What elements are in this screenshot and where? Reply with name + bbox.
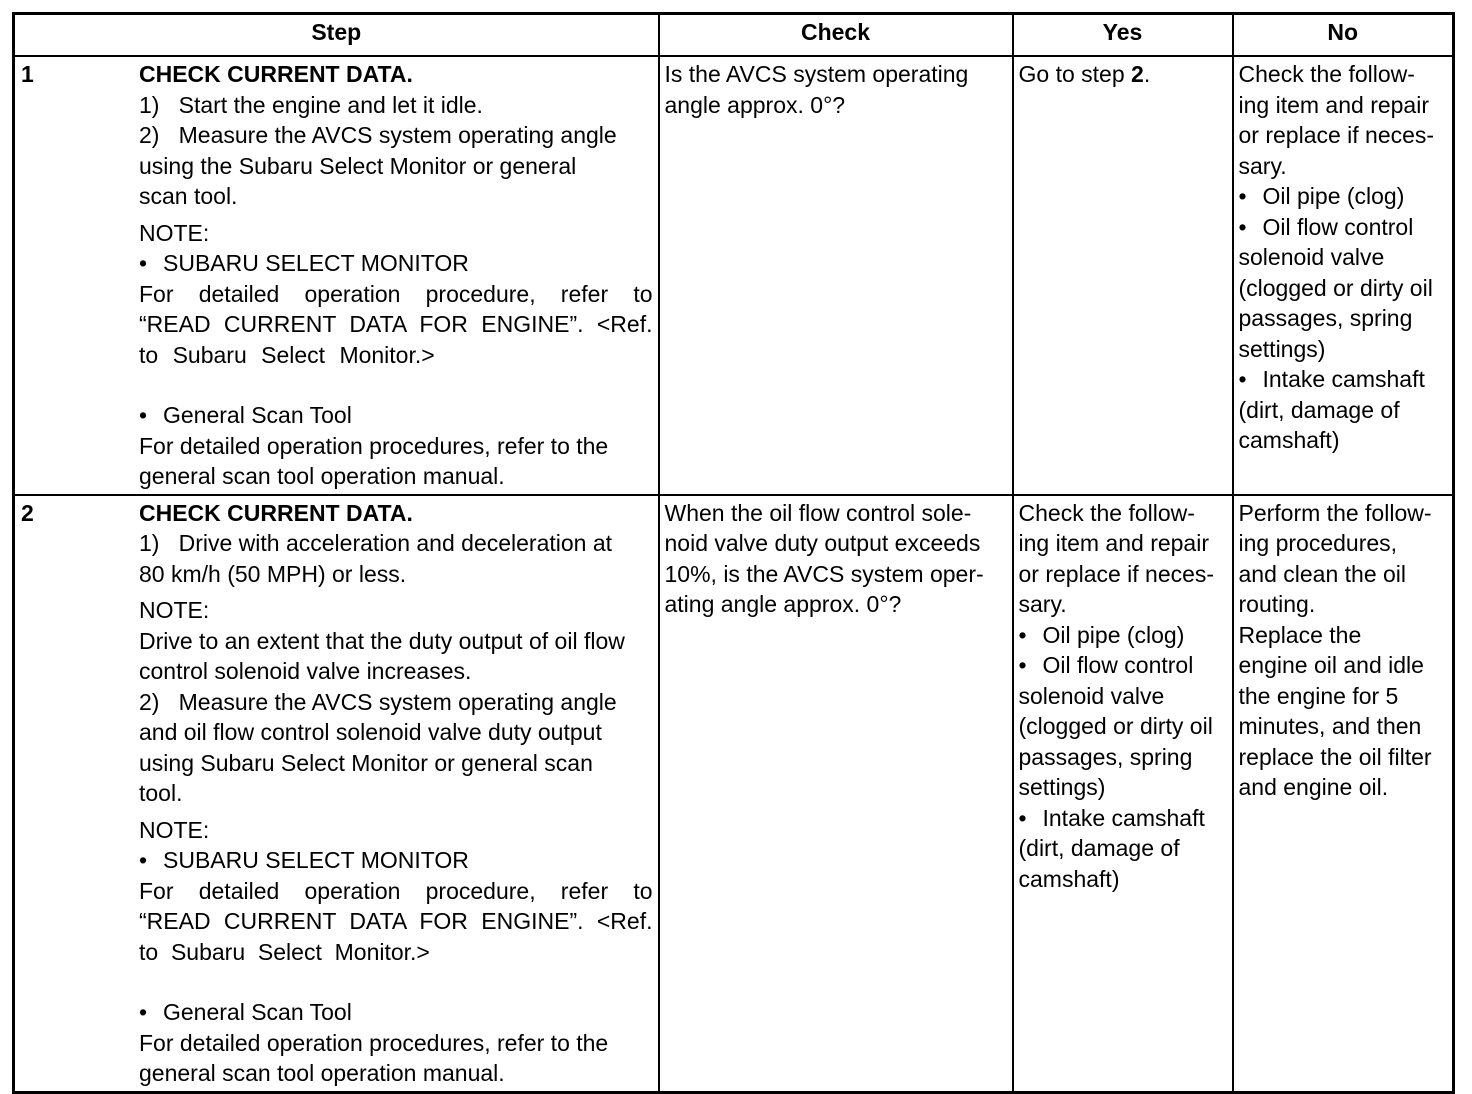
- monitor-title: SUBARU SELECT MONITOR: [163, 847, 469, 873]
- bullet-icon: •: [1018, 804, 1027, 831]
- check-text: When the oil flow control sole-: [664, 499, 972, 526]
- yes-text: Oil pipe (clog): [1042, 621, 1185, 648]
- yes-text: or replace if neces-: [1018, 560, 1215, 587]
- yes-text: ing item and repair: [1018, 530, 1209, 556]
- yes-prefix: Go to step: [1018, 61, 1132, 87]
- bullet-icon: •: [1238, 213, 1247, 240]
- no-text: sary.: [1238, 152, 1287, 179]
- list-item: [139, 248, 653, 279]
- no-text: replace the oil filter: [1238, 743, 1432, 770]
- list-item: [1239, 364, 1448, 395]
- bullet-icon: •: [139, 847, 148, 873]
- yes-suffix: .: [1143, 61, 1151, 87]
- no-text: passages, spring: [1238, 305, 1413, 331]
- step-text: to Subaru Select Monitor.>: [139, 938, 430, 965]
- bullet-icon: •: [139, 999, 148, 1025]
- scan-title: General Scan Tool: [163, 999, 352, 1025]
- yes-cell: [1013, 56, 1233, 495]
- step-text: For detailed operation procedures, refer to the: [139, 432, 609, 459]
- step-text: general scan tool operation manual.: [139, 463, 505, 489]
- yes-text: (dirt, damage of: [1018, 835, 1180, 861]
- list-item: [139, 845, 653, 876]
- no-text: (clogged or dirty oil: [1238, 274, 1433, 301]
- no-text: Intake camshaft: [1262, 366, 1425, 392]
- step-text: to Subaru Select Monitor.>: [139, 341, 435, 368]
- step-cell: [14, 495, 659, 1093]
- yes-text: Intake camshaft: [1042, 804, 1205, 831]
- yes-text: Check the follow-: [1018, 499, 1195, 526]
- yes-text: Oil flow control: [1042, 652, 1194, 678]
- step-number: 2: [21, 499, 34, 526]
- yes-text: [1019, 59, 1227, 90]
- diagnostic-table: [12, 12, 1455, 1094]
- yes-step-number: 2: [1131, 61, 1144, 87]
- no-text: the engine for 5: [1238, 682, 1399, 709]
- no-text: (dirt, damage of: [1238, 396, 1400, 423]
- note-label: NOTE:: [139, 816, 210, 843]
- check-text: Is the AVCS system operating: [664, 61, 969, 87]
- step-text: “READ CURRENT DATA FOR ENGINE”. <Ref.: [139, 311, 653, 337]
- no-text: Replace the: [1238, 621, 1362, 648]
- no-text: and clean the oil: [1238, 560, 1407, 587]
- check-text: noid valve duty output exceeds: [664, 530, 981, 556]
- bullet-icon: •: [1238, 183, 1247, 209]
- spacer: [139, 370, 653, 400]
- table-row: [14, 56, 1454, 495]
- no-text: Oil pipe (clog): [1262, 183, 1405, 209]
- step-text: scan tool.: [139, 183, 238, 209]
- bullet-icon: •: [1018, 652, 1027, 678]
- no-cell: [1233, 56, 1454, 495]
- check-text: 10%, is the AVCS system oper-: [664, 560, 984, 587]
- step-text: “READ CURRENT DATA FOR ENGINE”. <Ref.: [139, 908, 653, 934]
- check-text: angle approx. 0°?: [664, 91, 846, 118]
- check-text: ating angle approx. 0°?: [664, 591, 902, 617]
- list-item: [1019, 803, 1227, 834]
- check-cell: [659, 56, 1013, 495]
- spacer: [139, 967, 653, 997]
- step-text: 1) Drive with acceleration and deceleration at: [139, 530, 613, 556]
- no-text: Perform the follow-: [1238, 499, 1432, 526]
- header-step: Step: [14, 14, 659, 57]
- no-text: and engine oil.: [1238, 774, 1389, 800]
- no-text: engine oil and idle: [1238, 652, 1424, 678]
- no-text: solenoid valve: [1238, 244, 1385, 270]
- no-text: Oil flow control: [1262, 213, 1414, 240]
- step-text: general scan tool operation manual.: [139, 1060, 505, 1086]
- step-text: control solenoid valve increases.: [139, 658, 472, 684]
- no-text: camshaft): [1238, 427, 1340, 453]
- list-item: [1019, 650, 1227, 681]
- no-text: routing.: [1238, 591, 1316, 617]
- header-yes: Yes: [1013, 14, 1233, 57]
- list-item: [1239, 181, 1448, 212]
- yes-text: (clogged or dirty oil: [1018, 713, 1213, 739]
- bullet-icon: •: [1018, 621, 1027, 648]
- step-text: 2) Measure the AVCS system operating angle: [139, 122, 617, 148]
- no-text: ing procedures,: [1238, 530, 1398, 556]
- table-row: [14, 495, 1454, 1093]
- bullet-icon: •: [139, 250, 148, 276]
- note-label: NOTE:: [139, 597, 210, 623]
- step-text: For detailed operation procedure, refer to: [139, 280, 653, 307]
- step-text: tool.: [139, 780, 183, 806]
- list-item: [1239, 212, 1448, 243]
- no-cell: [1233, 495, 1454, 1093]
- step-text: 1) Start the engine and let it idle.: [139, 91, 483, 118]
- step-text: For detailed operation procedure, refer to: [139, 877, 653, 904]
- step-text: Drive to an extent that the duty output of oil flow: [139, 627, 625, 654]
- step-text: For detailed operation procedures, refer to the: [139, 1029, 609, 1056]
- step-title: CHECK CURRENT DATA.: [139, 499, 413, 526]
- note-label: NOTE:: [139, 219, 210, 246]
- yes-text: solenoid valve: [1018, 682, 1165, 709]
- yes-cell: [1013, 495, 1233, 1093]
- check-cell: [659, 495, 1013, 1093]
- header-no: No: [1233, 14, 1454, 57]
- step-text: using Subaru Select Monitor or general scan: [139, 749, 593, 776]
- step-text: and oil flow control solenoid valve duty output: [139, 719, 602, 745]
- scan-title: General Scan Tool: [163, 402, 352, 428]
- step-number: 1: [21, 61, 34, 87]
- no-text: minutes, and then: [1238, 713, 1422, 739]
- monitor-title: SUBARU SELECT MONITOR: [163, 250, 469, 276]
- yes-text: camshaft): [1018, 865, 1120, 892]
- list-item: [139, 400, 653, 431]
- step-title: CHECK CURRENT DATA.: [139, 61, 413, 87]
- no-text: Check the follow-: [1238, 61, 1415, 87]
- bullet-icon: •: [139, 402, 148, 428]
- yes-text: sary.: [1018, 591, 1067, 617]
- yes-text: settings): [1018, 774, 1106, 800]
- header-row: [14, 14, 1454, 57]
- header-check: Check: [659, 14, 1013, 57]
- no-text: settings): [1238, 335, 1326, 362]
- step-text: 2) Measure the AVCS system operating angle: [139, 688, 617, 715]
- bullet-icon: •: [1238, 366, 1247, 392]
- step-text: using the Subaru Select Monitor or general: [139, 152, 577, 179]
- list-item: [1019, 620, 1227, 651]
- list-item: [139, 997, 653, 1028]
- yes-text: passages, spring: [1018, 743, 1193, 770]
- step-text: 80 km/h (50 MPH) or less.: [139, 560, 407, 587]
- step-cell: [14, 56, 659, 495]
- no-text: ing item and repair: [1238, 91, 1429, 118]
- no-text: or replace if neces-: [1238, 122, 1435, 148]
